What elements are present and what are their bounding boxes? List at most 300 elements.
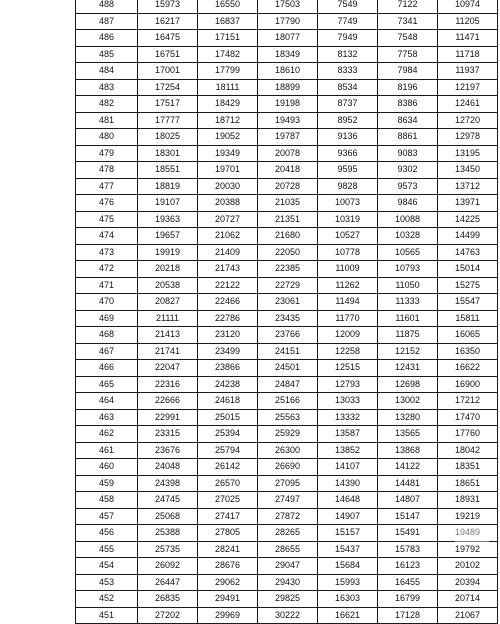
table-row (76, 178, 498, 195)
count-cell: 10565 (378, 244, 438, 261)
count-cell: 11262 (318, 277, 378, 294)
count-cell: 20078 (258, 145, 318, 162)
count-cell: 26447 (138, 574, 198, 591)
score-cell: 454 (76, 558, 138, 575)
count-cell: 23061 (258, 294, 318, 311)
table-row (76, 376, 498, 393)
count-cell: 15275 (438, 277, 498, 294)
count-cell: 14390 (318, 475, 378, 492)
count-cell: 16799 (378, 591, 438, 608)
table-row (76, 343, 498, 360)
score-cell: 484 (76, 63, 138, 80)
count-cell: 13280 (378, 409, 438, 426)
count-cell: 17777 (138, 112, 198, 129)
watermark-logo (452, 526, 492, 544)
table-row (76, 607, 498, 624)
count-cell: 18301 (138, 145, 198, 162)
count-cell: 23499 (198, 343, 258, 360)
count-cell: 24238 (198, 376, 258, 393)
count-cell: 9595 (318, 162, 378, 179)
count-cell: 22122 (198, 277, 258, 294)
count-cell: 16837 (198, 13, 258, 30)
count-cell: 15157 (318, 525, 378, 542)
count-cell: 14107 (318, 459, 378, 476)
count-cell: 18042 (438, 442, 498, 459)
score-cell: 487 (76, 13, 138, 30)
count-cell: 8952 (318, 112, 378, 129)
count-cell: 30222 (258, 607, 318, 624)
table-row (76, 13, 498, 30)
count-cell: 18111 (198, 79, 258, 96)
count-cell: 23676 (138, 442, 198, 459)
count-cell: 24398 (138, 475, 198, 492)
count-cell: 11009 (318, 261, 378, 278)
score-cell: 461 (76, 442, 138, 459)
table-row (76, 541, 498, 558)
table-row (76, 591, 498, 608)
table-row (76, 442, 498, 459)
score-rank-table (75, 0, 498, 624)
count-cell: 16455 (378, 574, 438, 591)
count-cell: 10793 (378, 261, 438, 278)
score-cell: 451 (76, 607, 138, 624)
count-cell: 28676 (198, 558, 258, 575)
count-cell: 11471 (438, 30, 498, 47)
count-cell: 24151 (258, 343, 318, 360)
count-cell: 20418 (258, 162, 318, 179)
count-cell: 29047 (258, 558, 318, 575)
count-cell: 7122 (378, 0, 438, 13)
score-cell: 477 (76, 178, 138, 195)
score-cell: 478 (76, 162, 138, 179)
count-cell: 19363 (138, 211, 198, 228)
table-row (76, 112, 498, 129)
count-cell: 12258 (318, 343, 378, 360)
count-cell: 15684 (318, 558, 378, 575)
table-row (76, 574, 498, 591)
count-cell: 25388 (138, 525, 198, 542)
count-cell: 20102 (438, 558, 498, 575)
count-cell: 8861 (378, 129, 438, 146)
table-row (76, 525, 498, 542)
count-cell: 25015 (198, 409, 258, 426)
count-cell: 19792 (438, 541, 498, 558)
count-cell: 18610 (258, 63, 318, 80)
count-cell: 27417 (198, 508, 258, 525)
score-cell: 472 (76, 261, 138, 278)
count-cell: 17799 (198, 63, 258, 80)
table-row (76, 79, 498, 96)
count-cell: 12431 (378, 360, 438, 377)
count-cell: 14648 (318, 492, 378, 509)
count-cell: 14481 (378, 475, 438, 492)
count-cell: 17517 (138, 96, 198, 113)
count-cell: 19787 (258, 129, 318, 146)
score-cell: 479 (76, 145, 138, 162)
count-cell: 21743 (198, 261, 258, 278)
table-row (76, 294, 498, 311)
count-cell: 9828 (318, 178, 378, 195)
count-cell: 18931 (438, 492, 498, 509)
table-row (76, 426, 498, 443)
count-cell: 7548 (378, 30, 438, 47)
table-row (76, 162, 498, 179)
count-cell: 9083 (378, 145, 438, 162)
count-cell: 26835 (138, 591, 198, 608)
count-cell: 9302 (378, 162, 438, 179)
count-cell: 16622 (438, 360, 498, 377)
count-cell: 22729 (258, 277, 318, 294)
count-cell: 10527 (318, 228, 378, 245)
count-cell: 7549 (318, 0, 378, 13)
count-cell: 16550 (198, 0, 258, 13)
count-cell: 14122 (378, 459, 438, 476)
score-cell: 460 (76, 459, 138, 476)
count-cell: 13195 (438, 145, 498, 162)
count-cell: 21409 (198, 244, 258, 261)
count-cell: 27805 (198, 525, 258, 542)
count-cell: 12515 (318, 360, 378, 377)
count-cell: 22991 (138, 409, 198, 426)
count-cell: 19919 (138, 244, 198, 261)
count-cell: 18025 (138, 129, 198, 146)
count-cell: 11718 (438, 46, 498, 63)
count-cell: 18551 (138, 162, 198, 179)
count-cell: 12152 (378, 343, 438, 360)
table-row (76, 195, 498, 212)
count-cell: 29430 (258, 574, 318, 591)
count-cell: 7949 (318, 30, 378, 47)
count-cell: 25929 (258, 426, 318, 443)
count-cell: 14499 (438, 228, 498, 245)
count-cell: 17790 (258, 13, 318, 30)
count-cell: 22047 (138, 360, 198, 377)
score-cell: 470 (76, 294, 138, 311)
table-row (76, 46, 498, 63)
count-cell: 20394 (438, 574, 498, 591)
count-cell: 11205 (438, 13, 498, 30)
count-cell: 16123 (378, 558, 438, 575)
score-cell: 467 (76, 343, 138, 360)
count-cell: 16751 (138, 46, 198, 63)
count-cell: 21111 (138, 310, 198, 327)
table-row (76, 327, 498, 344)
count-cell: 20728 (258, 178, 318, 195)
score-cell: 465 (76, 376, 138, 393)
count-cell: 18651 (438, 475, 498, 492)
count-cell: 10328 (378, 228, 438, 245)
score-cell: 486 (76, 30, 138, 47)
count-cell: 16350 (438, 343, 498, 360)
count-cell: 13852 (318, 442, 378, 459)
count-cell: 20714 (438, 591, 498, 608)
count-cell: 15993 (318, 574, 378, 591)
table-row (76, 129, 498, 146)
score-cell: 453 (76, 574, 138, 591)
table-row (76, 475, 498, 492)
count-cell: 16303 (318, 591, 378, 608)
count-cell: 22666 (138, 393, 198, 410)
count-cell: 13712 (438, 178, 498, 195)
count-cell: 27202 (138, 607, 198, 624)
count-cell: 25794 (198, 442, 258, 459)
count-cell: 20030 (198, 178, 258, 195)
count-cell: 28241 (198, 541, 258, 558)
table-row (76, 145, 498, 162)
count-cell: 15547 (438, 294, 498, 311)
score-cell: 488 (76, 0, 138, 13)
count-cell: 18349 (258, 46, 318, 63)
table-row (76, 63, 498, 80)
count-cell: 11770 (318, 310, 378, 327)
table-row (76, 277, 498, 294)
count-cell: 19493 (258, 112, 318, 129)
count-cell: 7749 (318, 13, 378, 30)
count-cell: 21067 (438, 607, 498, 624)
table-row (76, 228, 498, 245)
table-row (76, 360, 498, 377)
count-cell: 8333 (318, 63, 378, 80)
table-row (76, 244, 498, 261)
count-cell: 16621 (318, 607, 378, 624)
count-cell: 14907 (318, 508, 378, 525)
score-cell: 469 (76, 310, 138, 327)
count-cell: 10088 (378, 211, 438, 228)
table-row (76, 409, 498, 426)
count-cell: 19219 (438, 508, 498, 525)
count-cell: 8132 (318, 46, 378, 63)
count-cell: 16065 (438, 327, 498, 344)
count-cell: 12461 (438, 96, 498, 113)
count-cell: 25166 (258, 393, 318, 410)
score-cell: 480 (76, 129, 138, 146)
score-cell: 457 (76, 508, 138, 525)
count-cell: 22050 (258, 244, 318, 261)
count-cell: 16900 (438, 376, 498, 393)
count-cell: 25735 (138, 541, 198, 558)
count-cell: 11601 (378, 310, 438, 327)
count-cell: 8737 (318, 96, 378, 113)
count-cell: 14225 (438, 211, 498, 228)
count-cell: 17128 (378, 607, 438, 624)
count-cell: 22466 (198, 294, 258, 311)
count-cell: 13450 (438, 162, 498, 179)
count-cell: 22385 (258, 261, 318, 278)
count-cell: 17482 (198, 46, 258, 63)
score-cell: 481 (76, 112, 138, 129)
count-cell: 26690 (258, 459, 318, 476)
count-cell: 19107 (138, 195, 198, 212)
table-row (76, 459, 498, 476)
count-cell: 9366 (318, 145, 378, 162)
count-cell: 14807 (378, 492, 438, 509)
count-cell: 27497 (258, 492, 318, 509)
count-cell: 8196 (378, 79, 438, 96)
count-cell: 11050 (378, 277, 438, 294)
count-cell: 17760 (438, 426, 498, 443)
score-cell: 473 (76, 244, 138, 261)
count-cell: 12978 (438, 129, 498, 146)
count-cell: 21062 (198, 228, 258, 245)
count-cell: 18712 (198, 112, 258, 129)
count-cell: 28655 (258, 541, 318, 558)
count-cell: 8634 (378, 112, 438, 129)
count-cell: 24618 (198, 393, 258, 410)
table-row (76, 492, 498, 509)
score-cell: 464 (76, 393, 138, 410)
count-cell: 21035 (258, 195, 318, 212)
count-cell: 13868 (378, 442, 438, 459)
count-cell: 21413 (138, 327, 198, 344)
count-cell: 27872 (258, 508, 318, 525)
count-cell: 29969 (198, 607, 258, 624)
count-cell: 23315 (138, 426, 198, 443)
score-cell: 455 (76, 541, 138, 558)
count-cell: 22316 (138, 376, 198, 393)
count-cell: 13002 (378, 393, 438, 410)
count-cell: 20538 (138, 277, 198, 294)
count-cell: 17503 (258, 0, 318, 13)
count-cell: 11333 (378, 294, 438, 311)
score-cell: 468 (76, 327, 138, 344)
count-cell: 19349 (198, 145, 258, 162)
score-cell: 474 (76, 228, 138, 245)
count-cell: 18819 (138, 178, 198, 195)
count-cell: 12720 (438, 112, 498, 129)
count-cell: 15147 (378, 508, 438, 525)
score-cell: 463 (76, 409, 138, 426)
count-cell: 15783 (378, 541, 438, 558)
count-cell: 17470 (438, 409, 498, 426)
count-cell: 13587 (318, 426, 378, 443)
count-cell: 13033 (318, 393, 378, 410)
count-cell: 9136 (318, 129, 378, 146)
count-cell: 13971 (438, 195, 498, 212)
count-cell: 29491 (198, 591, 258, 608)
count-cell: 15973 (138, 0, 198, 13)
count-cell: 27095 (258, 475, 318, 492)
count-cell: 28265 (258, 525, 318, 542)
count-cell: 11875 (378, 327, 438, 344)
count-cell: 12698 (378, 376, 438, 393)
count-cell: 20388 (198, 195, 258, 212)
count-cell: 26570 (198, 475, 258, 492)
score-cell: 483 (76, 79, 138, 96)
count-cell: 19701 (198, 162, 258, 179)
count-cell: 9846 (378, 195, 438, 212)
count-cell: 10073 (318, 195, 378, 212)
count-cell: 21351 (258, 211, 318, 228)
count-cell: 25563 (258, 409, 318, 426)
count-cell: 27025 (198, 492, 258, 509)
table-row (76, 310, 498, 327)
count-cell: 15491 (378, 525, 438, 542)
count-cell: 17212 (438, 393, 498, 410)
count-cell: 24847 (258, 376, 318, 393)
count-cell: 12197 (438, 79, 498, 96)
count-cell: 26142 (198, 459, 258, 476)
score-cell: 466 (76, 360, 138, 377)
count-cell: 26300 (258, 442, 318, 459)
count-cell: 23435 (258, 310, 318, 327)
count-cell: 19657 (138, 228, 198, 245)
score-cell: 452 (76, 591, 138, 608)
table-row (76, 30, 498, 47)
count-cell: 16217 (138, 13, 198, 30)
count-cell: 7341 (378, 13, 438, 30)
count-cell: 21680 (258, 228, 318, 245)
count-cell: 10319 (318, 211, 378, 228)
score-cell: 456 (76, 525, 138, 542)
count-cell: 23120 (198, 327, 258, 344)
table-row (76, 211, 498, 228)
count-cell: 16475 (138, 30, 198, 47)
score-cell: 471 (76, 277, 138, 294)
count-cell: 18429 (198, 96, 258, 113)
table-row (76, 393, 498, 410)
score-cell: 458 (76, 492, 138, 509)
count-cell: 25068 (138, 508, 198, 525)
count-cell: 17151 (198, 30, 258, 47)
count-cell: 7758 (378, 46, 438, 63)
count-cell: 19198 (258, 96, 318, 113)
count-cell: 20218 (138, 261, 198, 278)
count-cell: 15437 (318, 541, 378, 558)
table-row (76, 261, 498, 278)
count-cell: 29062 (198, 574, 258, 591)
count-cell: 12009 (318, 327, 378, 344)
count-cell: 17001 (138, 63, 198, 80)
count-cell: 8534 (318, 79, 378, 96)
count-cell: 13332 (318, 409, 378, 426)
count-cell: 24745 (138, 492, 198, 509)
count-cell: 15014 (438, 261, 498, 278)
count-cell: 25394 (198, 426, 258, 443)
count-cell: 21741 (138, 343, 198, 360)
table-body (76, 0, 498, 624)
count-cell: 10974 (438, 0, 498, 13)
count-cell: 8386 (378, 96, 438, 113)
score-cell: 475 (76, 211, 138, 228)
count-cell: 9573 (378, 178, 438, 195)
count-cell: 20827 (138, 294, 198, 311)
count-cell: 10778 (318, 244, 378, 261)
table-row (76, 0, 498, 13)
count-cell: 22786 (198, 310, 258, 327)
count-cell: 13565 (378, 426, 438, 443)
count-cell: 23866 (198, 360, 258, 377)
count-cell: 18077 (258, 30, 318, 47)
count-cell: 11937 (438, 63, 498, 80)
score-cell: 485 (76, 46, 138, 63)
score-cell: 459 (76, 475, 138, 492)
count-cell: 18899 (258, 79, 318, 96)
count-cell: 18351 (438, 459, 498, 476)
count-cell: 14763 (438, 244, 498, 261)
count-cell: 24048 (138, 459, 198, 476)
count-cell: 7984 (378, 63, 438, 80)
score-cell: 476 (76, 195, 138, 212)
count-cell: 20727 (198, 211, 258, 228)
score-cell: 462 (76, 426, 138, 443)
count-cell: 19052 (198, 129, 258, 146)
count-cell: 11494 (318, 294, 378, 311)
count-cell: 24501 (258, 360, 318, 377)
table-row (76, 96, 498, 113)
count-cell: 12793 (318, 376, 378, 393)
score-cell: 482 (76, 96, 138, 113)
count-cell: 17254 (138, 79, 198, 96)
